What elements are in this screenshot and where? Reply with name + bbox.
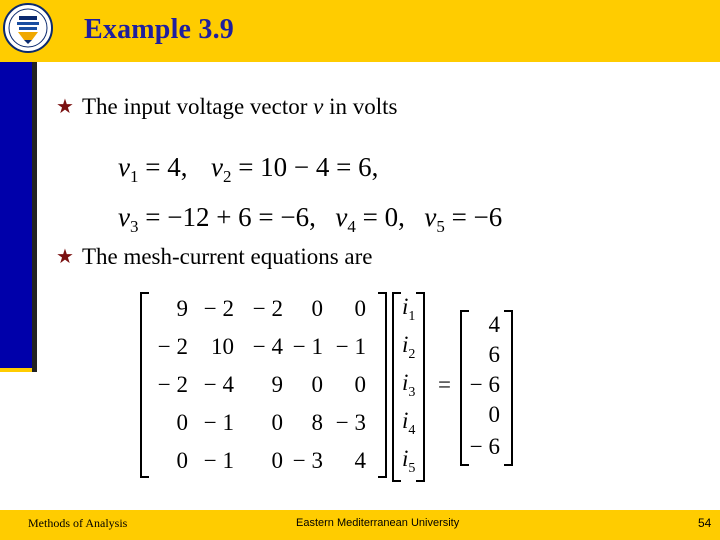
bullet-input-voltage [56, 94, 397, 120]
v5-value: = −6 [444, 202, 503, 232]
v5-subscript: 5 [436, 217, 445, 236]
bullet-mesh-equations [56, 244, 373, 270]
matrix-cell: − 2 [157, 372, 188, 397]
matrix-cell: 4 [354, 448, 366, 473]
bullet-text: The mesh-current equations are [81, 244, 373, 269]
matrix-cell: 0 [176, 410, 188, 435]
v3-symbol: v [118, 202, 130, 232]
current-symbol: i [402, 370, 409, 395]
current-variable [402, 370, 416, 400]
equation-line-2 [118, 202, 503, 236]
matrix-cell: 0 [311, 372, 323, 397]
page-number: 54 [698, 516, 712, 530]
rhs-right-bracket [504, 310, 513, 466]
v2-subscript: 2 [222, 167, 232, 186]
matrix-cell: 10 [211, 334, 234, 359]
v5-symbol: v [424, 202, 437, 232]
bullet-text-suffix: in volts [323, 94, 398, 119]
v1-symbol: v [118, 152, 130, 182]
current-symbol: i [402, 332, 409, 357]
v4-subscript: 4 [347, 217, 356, 236]
v4-symbol: v [335, 202, 348, 232]
matrix-cell: − 4 [203, 372, 234, 397]
matrix-cell: 0 [311, 296, 323, 321]
v3-subscript: 3 [129, 217, 139, 236]
left-blue-bar [0, 62, 32, 368]
left-bar-shadow [32, 62, 37, 372]
bullet-text-prefix: The input voltage vector [81, 94, 314, 119]
matrix-left-bracket [140, 292, 149, 478]
matrix-cell: − 2 [252, 296, 283, 321]
v4-value: = 0, [355, 202, 405, 232]
mesh-matrix-equation [140, 290, 520, 490]
footer-university: Eastern Mediterranean University [296, 517, 460, 529]
matrix-cell: 0 [176, 448, 188, 473]
star-bullet-icon: ★ [56, 96, 74, 118]
rhs-value: − 6 [469, 372, 500, 397]
current-variable [402, 294, 416, 324]
v1-subscript: 1 [129, 167, 139, 186]
matrix-cell: 0 [271, 448, 283, 473]
footer-title: Methods of Analysis [28, 516, 128, 530]
current-subscript: 5 [408, 461, 416, 476]
current-symbol: i [402, 294, 409, 319]
matrix-cell: − 1 [203, 448, 234, 473]
matrix-cell: − 2 [157, 334, 188, 359]
v2-value: = 10 − 4 = 6, [231, 152, 379, 182]
matrix-cell: 9 [271, 372, 283, 397]
equals-sign: = [438, 372, 451, 397]
matrix-cell: − 4 [252, 334, 283, 359]
current-symbol: i [402, 408, 409, 433]
matrix-cell: − 3 [292, 448, 323, 473]
matrix-cell: 0 [271, 410, 283, 435]
current-subscript: 4 [408, 423, 416, 438]
university-logo-icon [2, 2, 54, 54]
star-bullet-icon: ★ [56, 246, 74, 268]
slide-title: Example 3.9 [84, 14, 234, 45]
current-variable [402, 408, 416, 438]
matrix-cell: 0 [354, 372, 366, 397]
current-subscript: 3 [408, 385, 416, 400]
matrix-cell: 9 [176, 296, 188, 321]
matrix-cell: − 2 [203, 296, 234, 321]
matrix-cell: − 1 [292, 334, 323, 359]
rhs-left-bracket [460, 310, 469, 466]
equation-line-1 [118, 152, 379, 186]
v1-value: = 4, [138, 152, 188, 182]
current-variable [402, 446, 416, 476]
rhs-value: 4 [488, 312, 500, 337]
current-symbol: i [402, 446, 409, 471]
matrix-cell: − 3 [335, 410, 366, 435]
current-right-bracket [416, 292, 425, 482]
current-subscript: 1 [408, 309, 416, 324]
rhs-value: − 6 [469, 434, 500, 459]
current-variable [402, 332, 416, 362]
v3-value: = −12 + 6 = −6, [138, 202, 316, 232]
matrix-cell: − 1 [203, 410, 234, 435]
rhs-value: 0 [488, 402, 500, 427]
current-left-bracket [392, 292, 401, 482]
bullet-variable: v [313, 94, 324, 119]
matrix-right-bracket [378, 292, 387, 478]
matrix-cell: 8 [311, 410, 323, 435]
current-subscript: 2 [408, 347, 416, 362]
matrix-cell: 0 [354, 296, 366, 321]
rhs-value: 6 [488, 342, 500, 367]
v2-symbol: v [210, 152, 223, 182]
matrix-cell: − 1 [335, 334, 366, 359]
